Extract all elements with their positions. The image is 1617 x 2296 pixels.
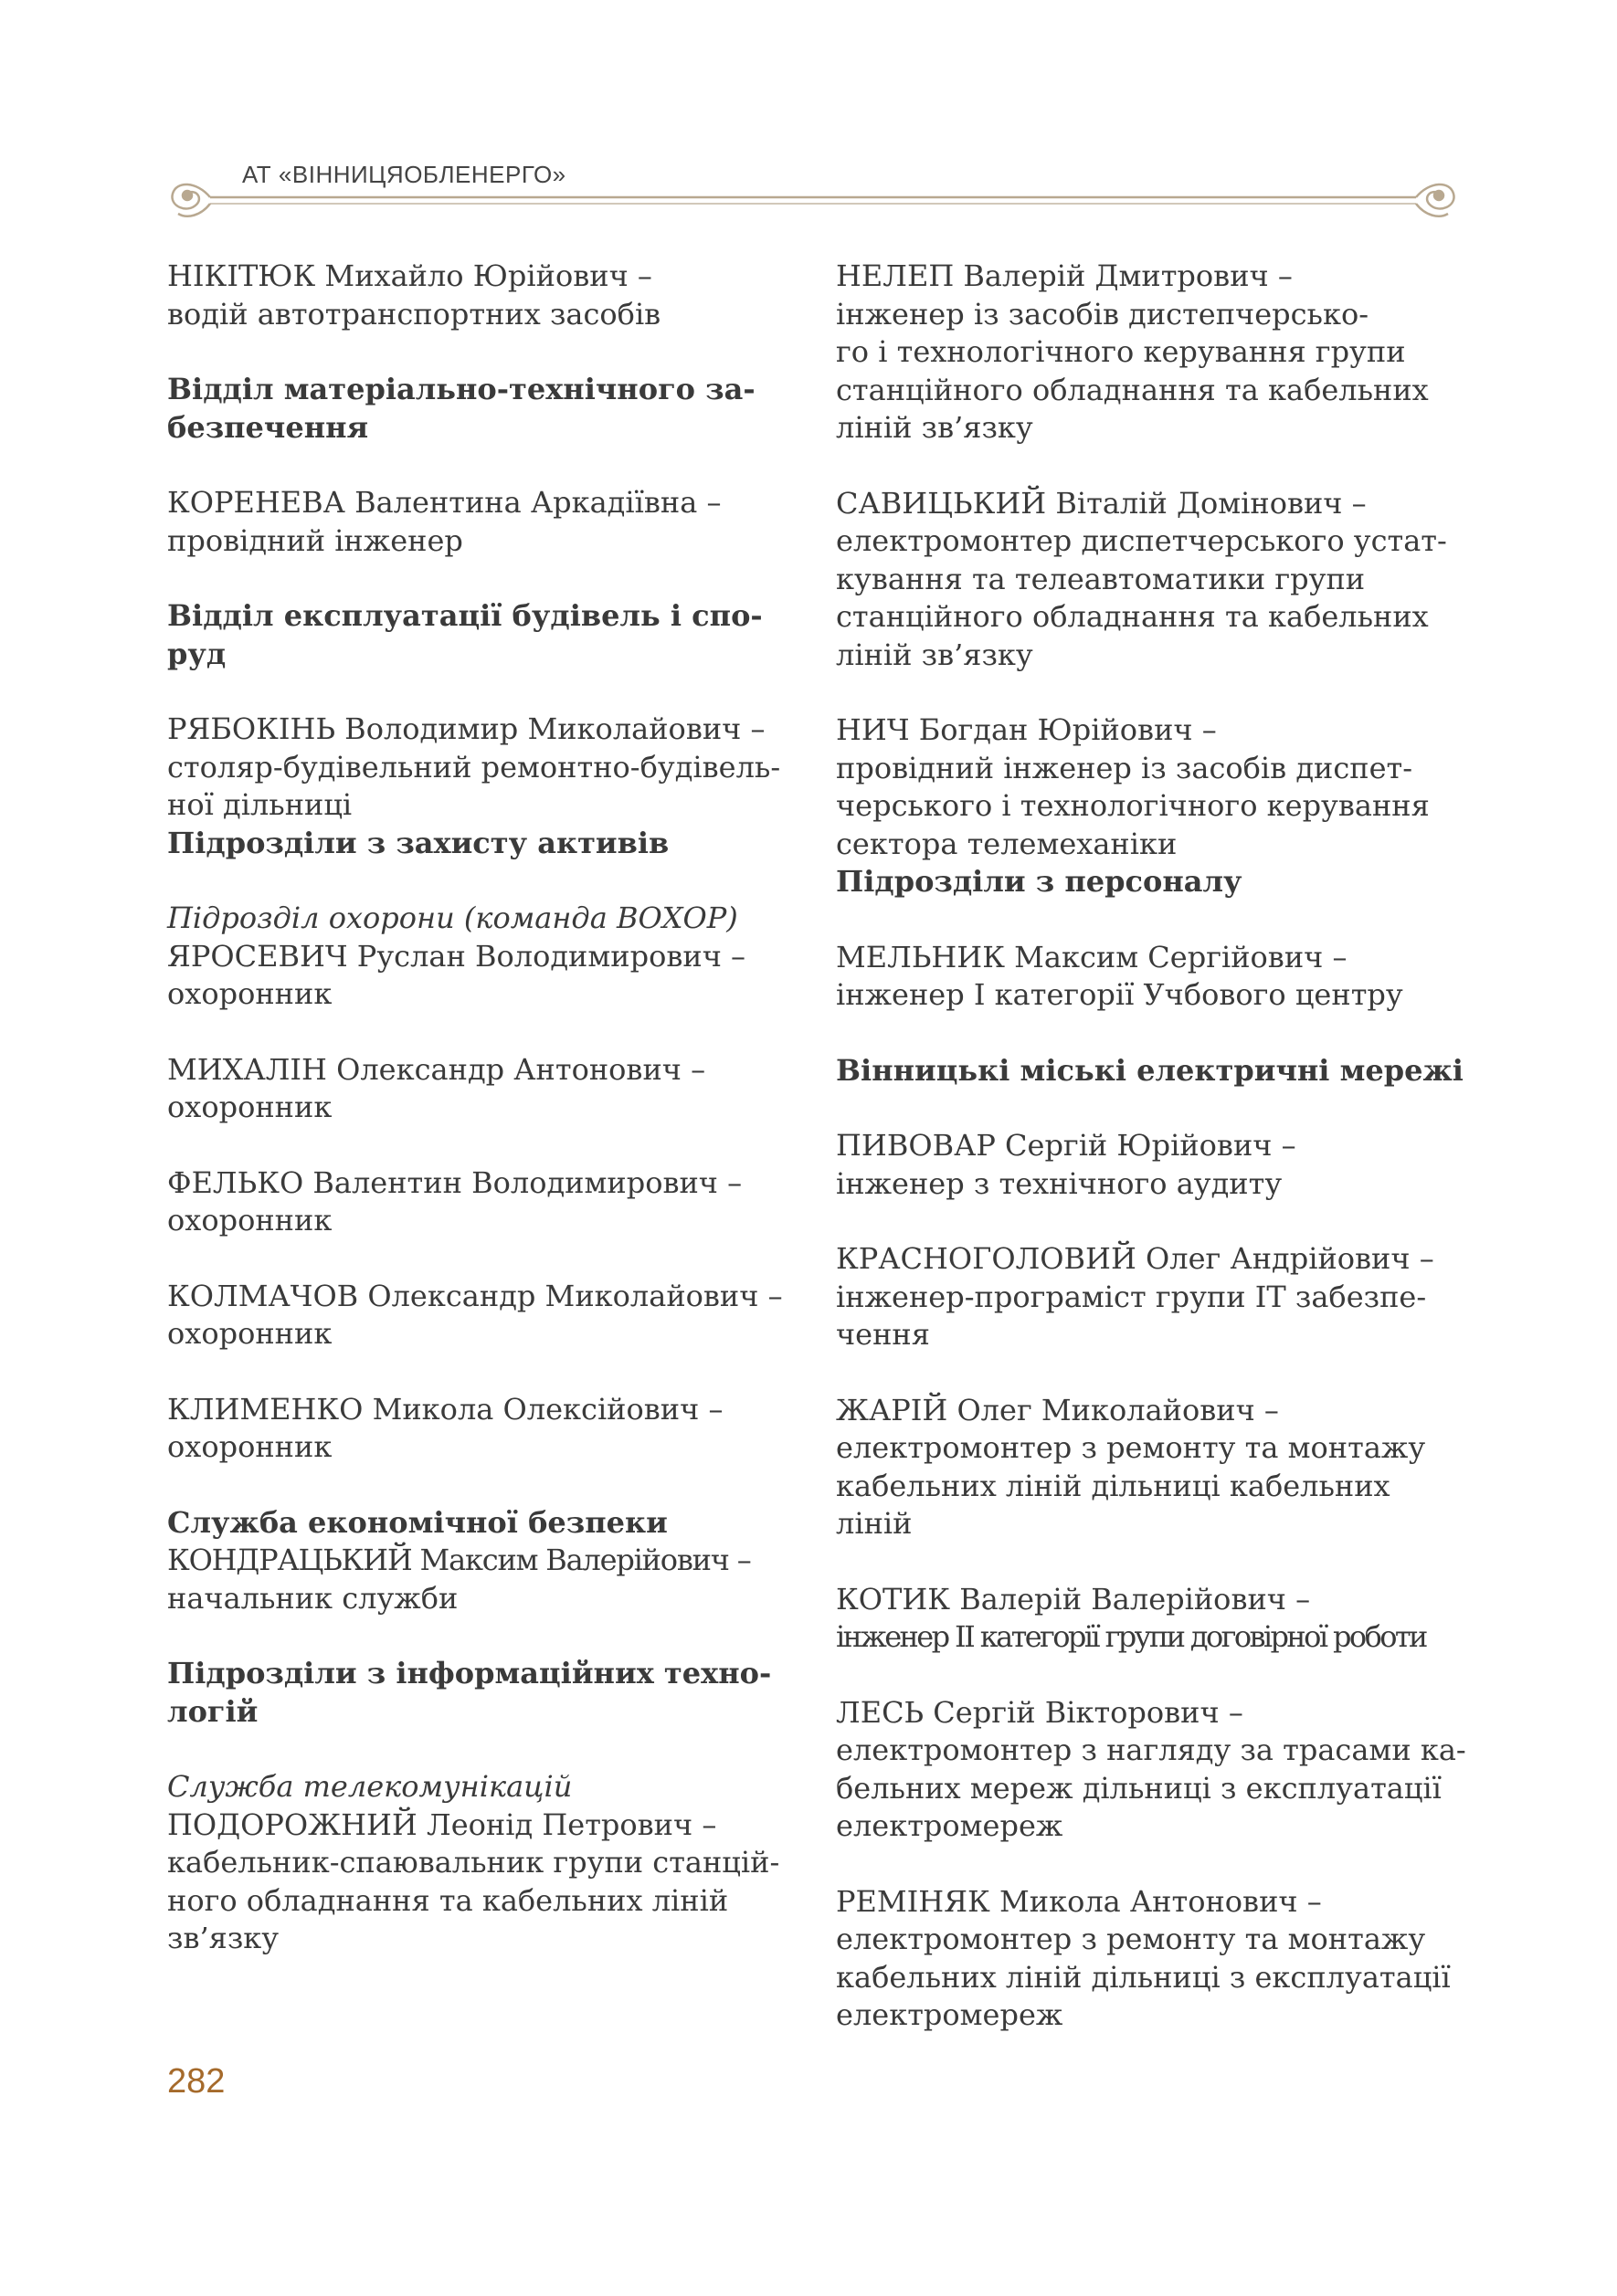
entry-line: зв’язку [167, 1921, 280, 1955]
entry-line: РЕМІНЯК Микола Антонович – [836, 1883, 1322, 1919]
section-heading [167, 1655, 807, 1731]
heading-line: Вінницькі міські електричні мережі [836, 1052, 1464, 1088]
entry-line: станційного обладнання та кабельних [836, 372, 1429, 407]
subunit-title: Служба телекомунікацій [167, 1769, 573, 1804]
staff-entry [836, 939, 1475, 1015]
entry-line: КОЛМАЧОВ Олександр Миколайович – [167, 1278, 783, 1313]
staff-entry [836, 1883, 1475, 2035]
header-title: АТ «ВІННИЦЯОБЛЕНЕРГО» [242, 161, 566, 188]
entry-line: кування та телеавтоматики групи [836, 561, 1366, 596]
entry-line: столяр-будівельний ремонтно-будівель- [167, 749, 781, 785]
entry-line: провідний інженер [167, 522, 463, 558]
entry-line: охоронник [167, 1429, 333, 1464]
entry-line: ного обладнання та кабельних ліній [167, 1882, 729, 1918]
entry-line: водій автотранспортних засобів [167, 296, 661, 332]
section-heading [167, 371, 807, 447]
entry-line: кабельних ліній дільниці з експлуатації [836, 1959, 1451, 1995]
entry-line: ПОДОРОЖНИЙ Леонід Петрович – [167, 1806, 717, 1842]
staff-entry [836, 485, 1475, 675]
staff-entry [836, 1694, 1475, 1846]
right-column [836, 258, 1475, 2072]
entry-line: ліній зв’язку [836, 410, 1033, 445]
staff-entry [836, 258, 1475, 448]
entry-line: електромереж [836, 1808, 1063, 1843]
staff-entry [167, 1391, 807, 1467]
entry-line: ЯРОСЕВИЧ Руслан Володимирович – [167, 938, 746, 974]
subunit-title: Підрозділ охорони (команда ВОХОР) [167, 900, 738, 935]
heading-line: Підрозділи з захисту активів [167, 825, 670, 860]
entry-line: електромонтер диспетчерського устат- [836, 523, 1447, 558]
entry-line: КОНДРАЦЬКИЙ Максим Валерійович – [167, 1543, 751, 1577]
entry-line: НИЧ Богдан Юрійович – [836, 712, 1217, 747]
page-number: 282 [167, 2062, 226, 2101]
staff-entry [167, 711, 807, 825]
section-heading [167, 597, 807, 673]
heading-line: Підрозділи з персоналу [836, 864, 1242, 899]
staff-entry [167, 1164, 807, 1240]
entry-line: САВИЦЬКИЙ Віталій Домінович – [836, 485, 1367, 521]
entry-line: го і технологічного керування групи [836, 334, 1406, 369]
entry-line: черського і технологічного керування [836, 788, 1430, 823]
entry-line: КОТИК Валерій Валерійович – [836, 1581, 1311, 1617]
staff-entry [167, 900, 807, 1014]
entry-line: КЛИМЕНКО Микола Олексійович – [167, 1391, 724, 1427]
entry-line: інженер-програміст групи ІТ забезпе- [836, 1279, 1427, 1314]
staff-entry [167, 258, 807, 333]
entry-line: охоронник [167, 1203, 333, 1238]
staff-entry [167, 1504, 807, 1618]
heading-line: руд [167, 636, 227, 671]
entry-line: начальник служби [167, 1580, 459, 1616]
entry-line: ліній [836, 1506, 913, 1541]
entry-line: КОРЕНЕВА Валентина Аркадіївна – [167, 485, 722, 520]
entry-line: інженер І категорії Учбового центру [836, 977, 1403, 1012]
staff-entry [167, 1051, 807, 1127]
entry-line: електромонтер з ремонту та монтажу [836, 1430, 1426, 1465]
section-heading [836, 1052, 1475, 1090]
entry-line: охоронник [167, 1090, 333, 1124]
entry-line: станційного обладнання та кабельних [836, 599, 1429, 634]
heading-line: безпечення [167, 409, 369, 445]
staff-entry [836, 711, 1475, 863]
entry-line: інженер з технічного аудиту [836, 1165, 1283, 1201]
entry-line: інженер ІІ категорії групи договірної роботи [836, 1619, 1426, 1654]
entry-line: бельних мереж дільниці з експлуатації [836, 1770, 1442, 1806]
section-heading: Служба економічної безпеки [167, 1504, 668, 1540]
entry-line: електромонтер з ремонту та монтажу [836, 1922, 1426, 1956]
staff-entry [167, 484, 807, 560]
left-column [167, 258, 807, 1996]
section-heading [167, 825, 807, 863]
entry-line: охоронник [167, 976, 333, 1011]
entry-line: інженер із засобів дистепчерсько- [836, 296, 1369, 332]
staff-entry [167, 1278, 807, 1353]
entry-line: ліній зв’язку [836, 637, 1033, 672]
staff-entry [836, 1240, 1475, 1354]
entry-line: кабельних ліній дільниці кабельних [836, 1468, 1390, 1503]
heading-line: логій [167, 1693, 259, 1729]
entry-line: МЕЛЬНИК Максим Сергійович – [836, 939, 1348, 974]
entry-line: провідний інженер із засобів диспет- [836, 750, 1413, 785]
entry-line: електромереж [836, 1997, 1063, 2032]
entry-line: МИХАЛІН Олександр Антонович – [167, 1051, 706, 1087]
section-heading [836, 863, 1475, 901]
staff-entry [167, 1768, 807, 1958]
entry-line: сектора телемеханіки [836, 826, 1178, 861]
entry-line: КРАСНОГОЛОВИЙ Олег Андрійович – [836, 1241, 1434, 1276]
staff-entry [836, 1392, 1475, 1543]
entry-line: ПИВОВАР Сергій Юрійович – [836, 1128, 1296, 1163]
entry-line: чення [836, 1317, 930, 1352]
entry-line: ної дільниці [167, 787, 353, 822]
heading-line: Підрозділи з інформаційних техно- [167, 1656, 772, 1690]
entry-line: РЯБОКІНЬ Володимир Миколайович – [167, 711, 766, 746]
running-header [160, 153, 1466, 226]
entry-line: НІКІТЮК Михайло Юрійович – [167, 258, 652, 293]
entry-line: охоронник [167, 1316, 333, 1351]
entry-line: електромонтер з нагляду за трасами ка- [836, 1733, 1466, 1767]
entry-line: ЛЕСЬ Сергій Вікторович – [836, 1694, 1243, 1730]
heading-line: Відділ експлуатації будівель і спо- [167, 598, 763, 633]
heading-line: Відділ матеріально-технічного за- [167, 372, 756, 406]
entry-line: ФЕЛЬКО Валентин Володимирович – [167, 1164, 743, 1200]
entry-line: НЕЛЕП Валерій Дмитрович – [836, 258, 1293, 293]
entry-line: ЖАРІЙ Олег Миколайович – [836, 1392, 1279, 1427]
staff-entry [836, 1581, 1475, 1657]
entry-line: кабельник-спаювальник групи станцій- [167, 1845, 780, 1880]
staff-entry [836, 1127, 1475, 1203]
